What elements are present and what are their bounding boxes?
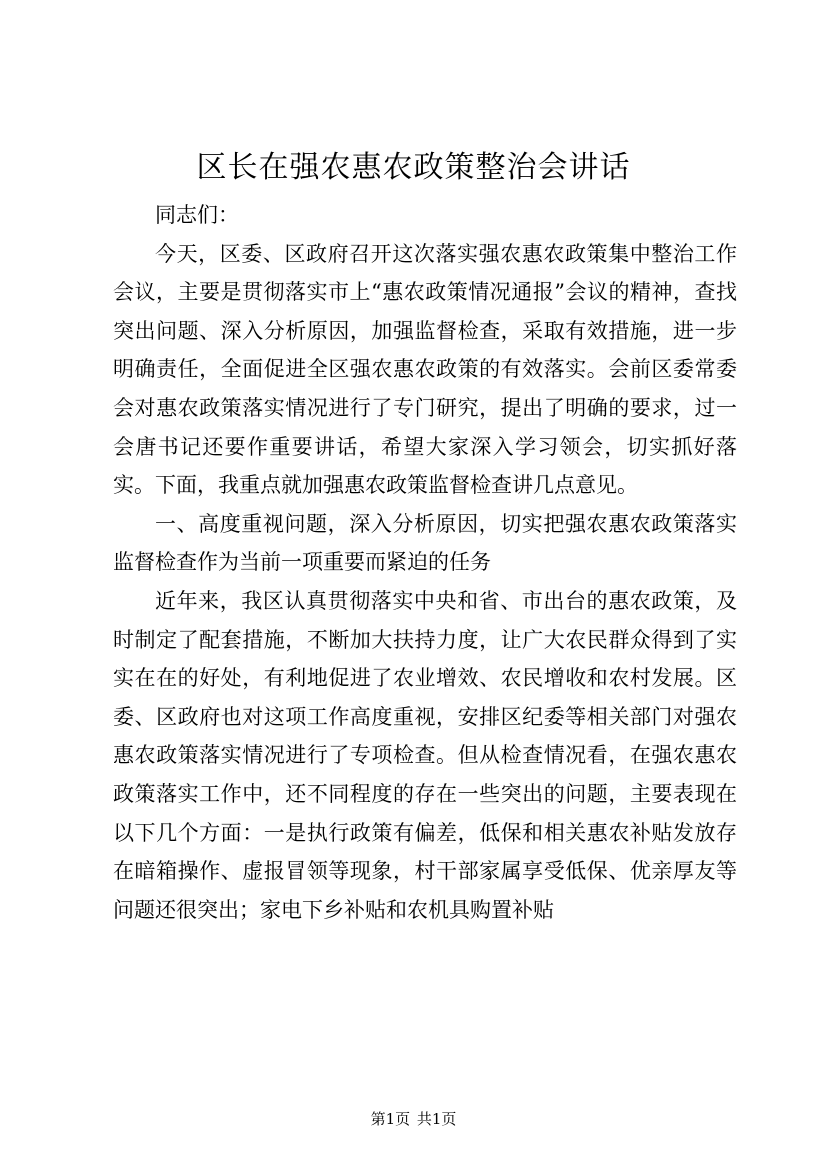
body-paragraph: 近年来，我区认真贯彻落实中央和省、市出台的惠农政策，及时制定了配套措施，不断加大扶持力度，让广大农民群众得到了实实在在的好处，有利地促进了农业增效、农民增收和农村发展。区委、区政府也对这项工作高度重视，安排区纪委等相关部门对强农惠农政策落实情况进行了专项检查。但从检查情况看，在强农惠农政策落实工作中，还不同程度的存在一些突出的问题，主要表现在以下几个方面：一是执行政策有偏差，低保和相关惠农补贴发放存在暗箱操作、虚报冒领等现象，村干部家属享受低保、优亲厚友等问题还很突出；家电下乡补贴和农机具购置补贴	[113, 588, 737, 922]
intro-paragraph: 今天，区委、区政府召开这次落实强农惠农政策集中整治工作会议，主要是贯彻落实市上“惠农政策情况通报”会议的精神，查找突出问题、深入分析原因，加强监督检查，采取有效措施，进一步明确责任，全面促进全区强农惠农政策的有效落实。会前区委常委会对惠农政策落实情况进行了专门研究，提出了明确的要求，过一会唐书记还要作重要讲话，希望大家深入学习领会，切实抓好落实。下面，我重点就加强惠农政策监督检查讲几点意见。	[113, 241, 737, 498]
salutation-paragraph: 同志们：	[155, 203, 239, 227]
section-heading-paragraph: 一、高度重视问题，深入分析原因，切实把强农惠农政策落实监督检查作为当前一项重要而紧迫的任务	[113, 511, 737, 575]
page-footer	[0, 1108, 827, 1130]
document-title: 区长在强农惠农政策整治会讲话	[196, 150, 631, 185]
page-number: 第1页	[370, 1110, 411, 1128]
document-body	[113, 196, 737, 929]
page-total: 共1页	[416, 1110, 457, 1128]
